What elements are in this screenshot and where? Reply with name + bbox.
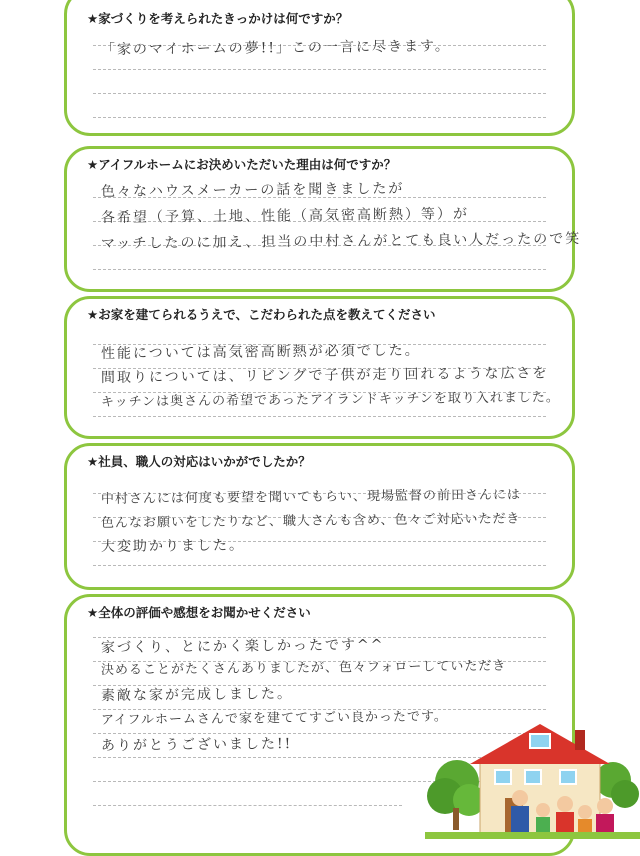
section-particular-points [64,296,575,439]
section-staff-response [64,443,575,590]
section-motivation [64,0,575,136]
answer-line: 中村さんには何度も要望を聞いてもらい、現場監督の前田さんには [100,487,522,507]
question-heading: ★家づくりを考えられたきっかけは何ですか？ [87,11,349,26]
answer-line: キッチンは奥さんの希望であったアイランドキッチンを取り入れました。 [100,390,560,410]
section-reason [64,146,582,292]
answer-line: 各希望（予算、土地、性能（高気密高断熱）等）が [100,206,470,226]
answer-line: 素敵な家が完成しました。 [100,685,294,704]
question-heading: ★社員、職人の対応はいかがでしたか？ [87,454,311,469]
answer-line: 「家のマイホームの夢!!」この一言に尽きます。 [100,38,451,58]
answer-line: アイフルホームさんで家を建ててすごい良かったです。 [100,709,448,728]
answer-line: 決めることがたくさんありましたが、色々フォローしていただき [100,658,507,678]
question-heading: ★お家を建てられるうえで、こだわられた点を教えてください [87,307,436,322]
answer-line: 間取りについては、リビングで子供が走り回れるような広さを [100,365,549,386]
question-heading: ★アイフルホームにお決めいただいた理由は何ですか？ [87,157,397,172]
answer-line: 性能については高気密高断熱が必須でした。 [100,342,421,362]
answer-line: マッチしたのに加え、担当の中村さんがとても良い人だったので笑 [100,230,582,252]
answer-line: 色々なハウスメーカーの話を聞きましたが [100,180,405,200]
answer-line: 色んなお願いをしたりなど、職人さんも含め、色々ご対応いただき [100,511,521,531]
answer-line: 大変助かりました。 [100,537,246,555]
question-heading: ★全体の評価や感想をお聞かせください [87,605,311,620]
answer-line: 家づくり、とにかく楽しかったです^^ [100,637,385,656]
answer-line: ありがとうございました!! [100,735,293,754]
family-house-illustration [425,720,640,839]
